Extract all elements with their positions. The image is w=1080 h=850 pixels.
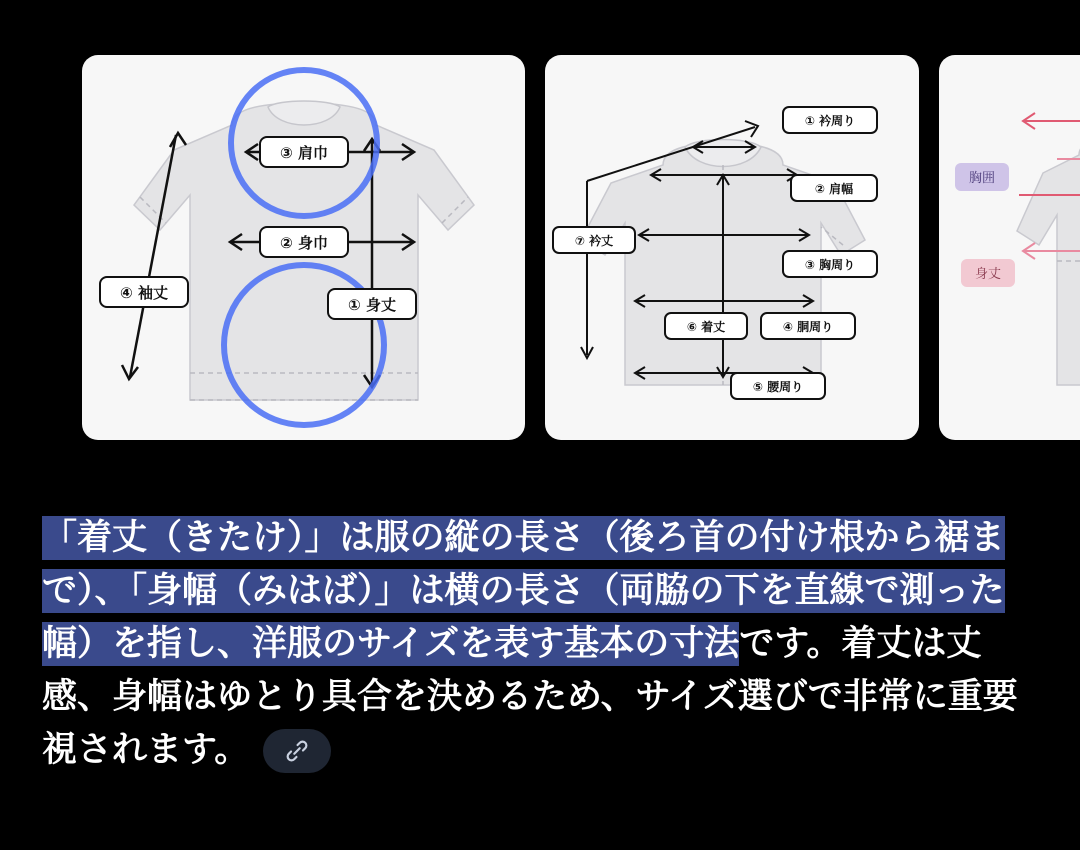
label-mihaba [260, 227, 348, 257]
size-diagram-carousel[interactable] [0, 55, 1080, 465]
label-eritake [553, 227, 635, 253]
svg-text:① 衿周り: ① 衿周り [804, 114, 856, 128]
label-kataha [260, 137, 348, 167]
answer-plain-text: です。着丈は丈感、身幅はゆとり具合を決めるため、サイズ選びで非常に重要視されます。 [42, 624, 1018, 770]
answer-highlighted-text[interactable]: 「着丈（きたけ）」は服の縦の長さ（後ろ首の付け根から裾まで）、「身幅（みはば）」は横の長さ（両脇の下を直線で測った幅）を指し、洋服のサイズを表す基本の寸法 [42, 518, 1005, 664]
svg-text:④ 袖丈: ④ 袖丈 [120, 284, 168, 302]
diagram-card-shirt[interactable] [545, 55, 919, 440]
label-doumawari [761, 313, 855, 339]
svg-text:⑦ 衿丈: ⑦ 衿丈 [574, 234, 614, 248]
label-koshimawari [731, 373, 825, 399]
svg-text:④ 胴周り: ④ 胴周り [782, 320, 834, 334]
answer-text-block [42, 512, 1042, 777]
diagram-card-sweatshirt[interactable] [82, 55, 525, 440]
svg-text:② 身巾: ② 身巾 [280, 234, 328, 252]
svg-text:② 肩幅: ② 肩幅 [814, 182, 854, 196]
label-kyoui [955, 163, 1009, 191]
svg-text:③ 肩巾: ③ 肩巾 [280, 144, 328, 162]
svg-text:① 身丈: ① 身丈 [348, 296, 396, 314]
svg-text:③ 胸周り: ③ 胸周り [804, 258, 856, 272]
svg-text:⑤ 腰周り: ⑤ 腰周り [752, 380, 804, 394]
link-icon [284, 738, 310, 764]
label-erimawari [783, 107, 877, 133]
svg-text:胸囲: 胸囲 [968, 171, 996, 186]
label-kitake [665, 313, 747, 339]
svg-text:身丈: 身丈 [974, 267, 1002, 282]
label-munemawari [783, 251, 877, 277]
svg-text:⑥ 着丈: ⑥ 着丈 [686, 320, 726, 334]
label-katahaba [791, 175, 877, 201]
source-link-button[interactable] [263, 729, 331, 773]
label-mitake [328, 289, 416, 319]
label-sodetake [100, 277, 188, 307]
diagram-card-partial[interactable] [939, 55, 1080, 440]
label-mitake-partial [961, 259, 1015, 287]
